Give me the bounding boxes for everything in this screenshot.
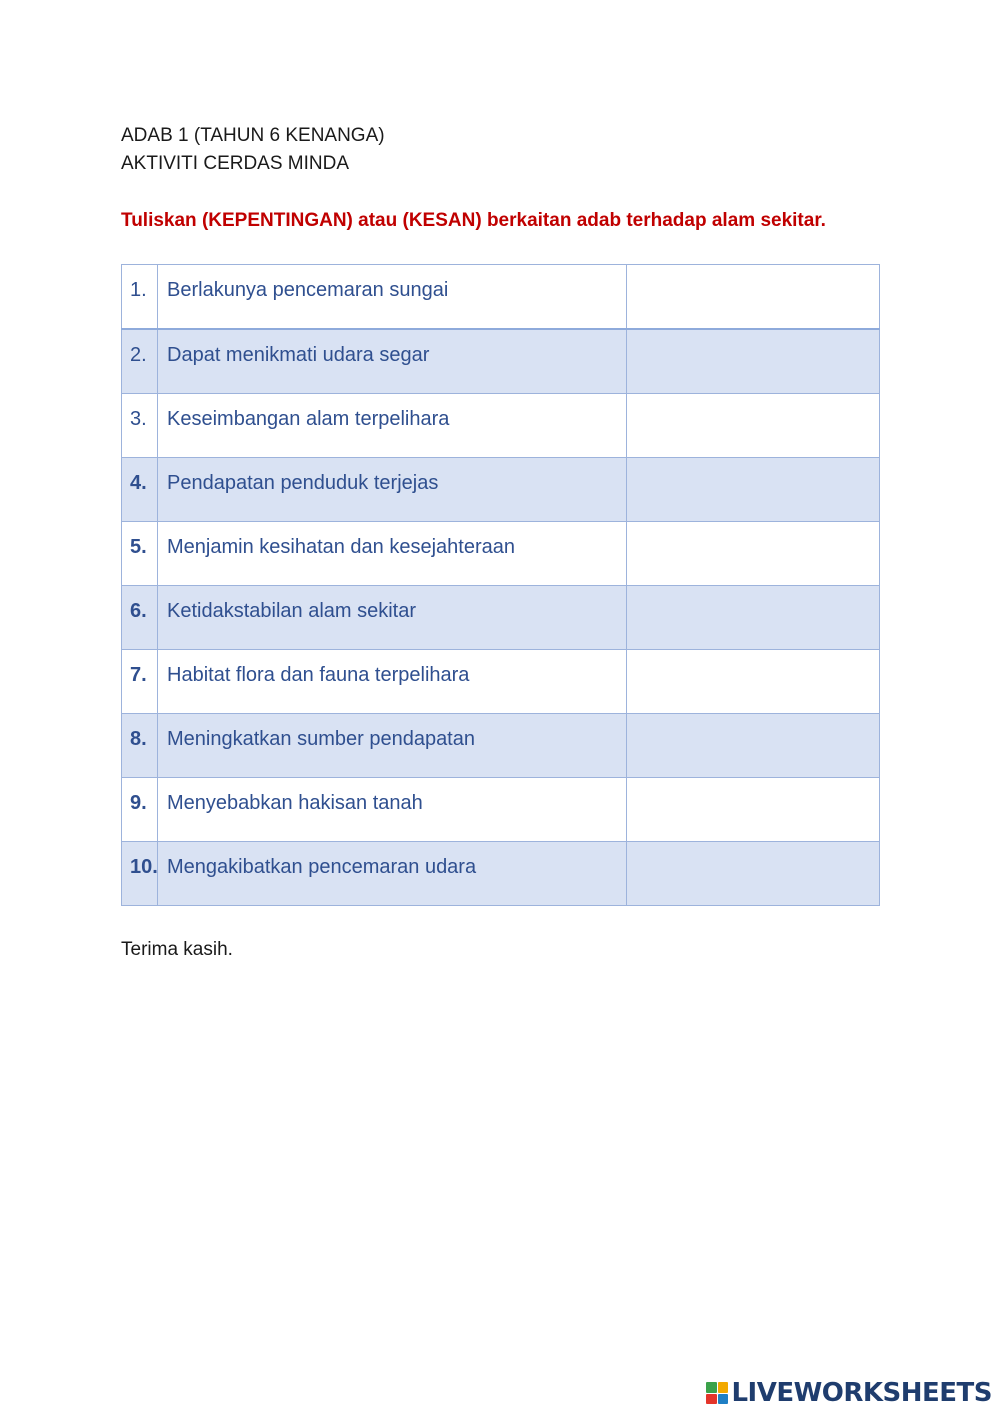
- logo-square-blue: [718, 1394, 729, 1405]
- row-statement: Meningkatkan sumber pendapatan: [158, 714, 627, 778]
- activity-title: AKTIVITI CERDAS MINDA: [121, 153, 350, 174]
- answer-drop-cell[interactable]: [627, 714, 880, 778]
- row-number: 5.: [122, 522, 158, 586]
- row-number: 10.: [122, 842, 158, 906]
- instruction-text: Tuliskan (KEPENTINGAN) atau (KESAN) berkaitan adab terhadap alam sekitar.: [121, 210, 826, 231]
- table-row: [122, 586, 880, 650]
- row-statement: Mengakibatkan pencemaran udara: [158, 842, 627, 906]
- row-number: 2.: [122, 329, 158, 394]
- answer-drop-cell[interactable]: [627, 394, 880, 458]
- answer-table: [121, 264, 880, 906]
- table-row: [122, 458, 880, 522]
- answer-drop-cell[interactable]: [627, 778, 880, 842]
- row-number: 4.: [122, 458, 158, 522]
- worksheet-title: ADAB 1 (TAHUN 6 KENANGA): [121, 125, 385, 146]
- row-number: 7.: [122, 650, 158, 714]
- answer-drop-cell[interactable]: [627, 586, 880, 650]
- row-number: 8.: [122, 714, 158, 778]
- row-statement: Keseimbangan alam terpelihara: [158, 394, 627, 458]
- thanks-text: Terima kasih.: [121, 939, 233, 960]
- row-number: 1.: [122, 265, 158, 330]
- row-statement: Dapat menikmati udara segar: [158, 329, 627, 394]
- table-row: [122, 650, 880, 714]
- liveworksheets-logo: [706, 1378, 992, 1408]
- answer-drop-cell[interactable]: [627, 522, 880, 586]
- row-number: 3.: [122, 394, 158, 458]
- answer-drop-cell[interactable]: [627, 842, 880, 906]
- row-statement: Pendapatan penduduk terjejas: [158, 458, 627, 522]
- table-row: [122, 329, 880, 394]
- liveworksheets-logo-icon: [706, 1382, 728, 1404]
- table-row: [122, 842, 880, 906]
- row-statement: Menyebabkan hakisan tanah: [158, 778, 627, 842]
- row-number: 6.: [122, 586, 158, 650]
- row-statement: Berlakunya pencemaran sungai: [158, 265, 627, 330]
- table-row: [122, 265, 880, 330]
- logo-square-green: [706, 1382, 717, 1393]
- table-row: [122, 522, 880, 586]
- table-row: [122, 394, 880, 458]
- row-statement: Ketidakstabilan alam sekitar: [158, 586, 627, 650]
- answer-drop-cell[interactable]: [627, 650, 880, 714]
- row-number: 9.: [122, 778, 158, 842]
- logo-square-red: [706, 1394, 717, 1405]
- table-row: [122, 714, 880, 778]
- logo-text: LIVEWORKSHEETS: [731, 1378, 992, 1408]
- answer-drop-cell[interactable]: [627, 458, 880, 522]
- answer-drop-cell[interactable]: [627, 329, 880, 394]
- logo-square-yellow: [718, 1382, 729, 1393]
- table-row: [122, 778, 880, 842]
- row-statement: Habitat flora dan fauna terpelihara: [158, 650, 627, 714]
- answer-drop-cell[interactable]: [627, 265, 880, 330]
- row-statement: Menjamin kesihatan dan kesejahteraan: [158, 522, 627, 586]
